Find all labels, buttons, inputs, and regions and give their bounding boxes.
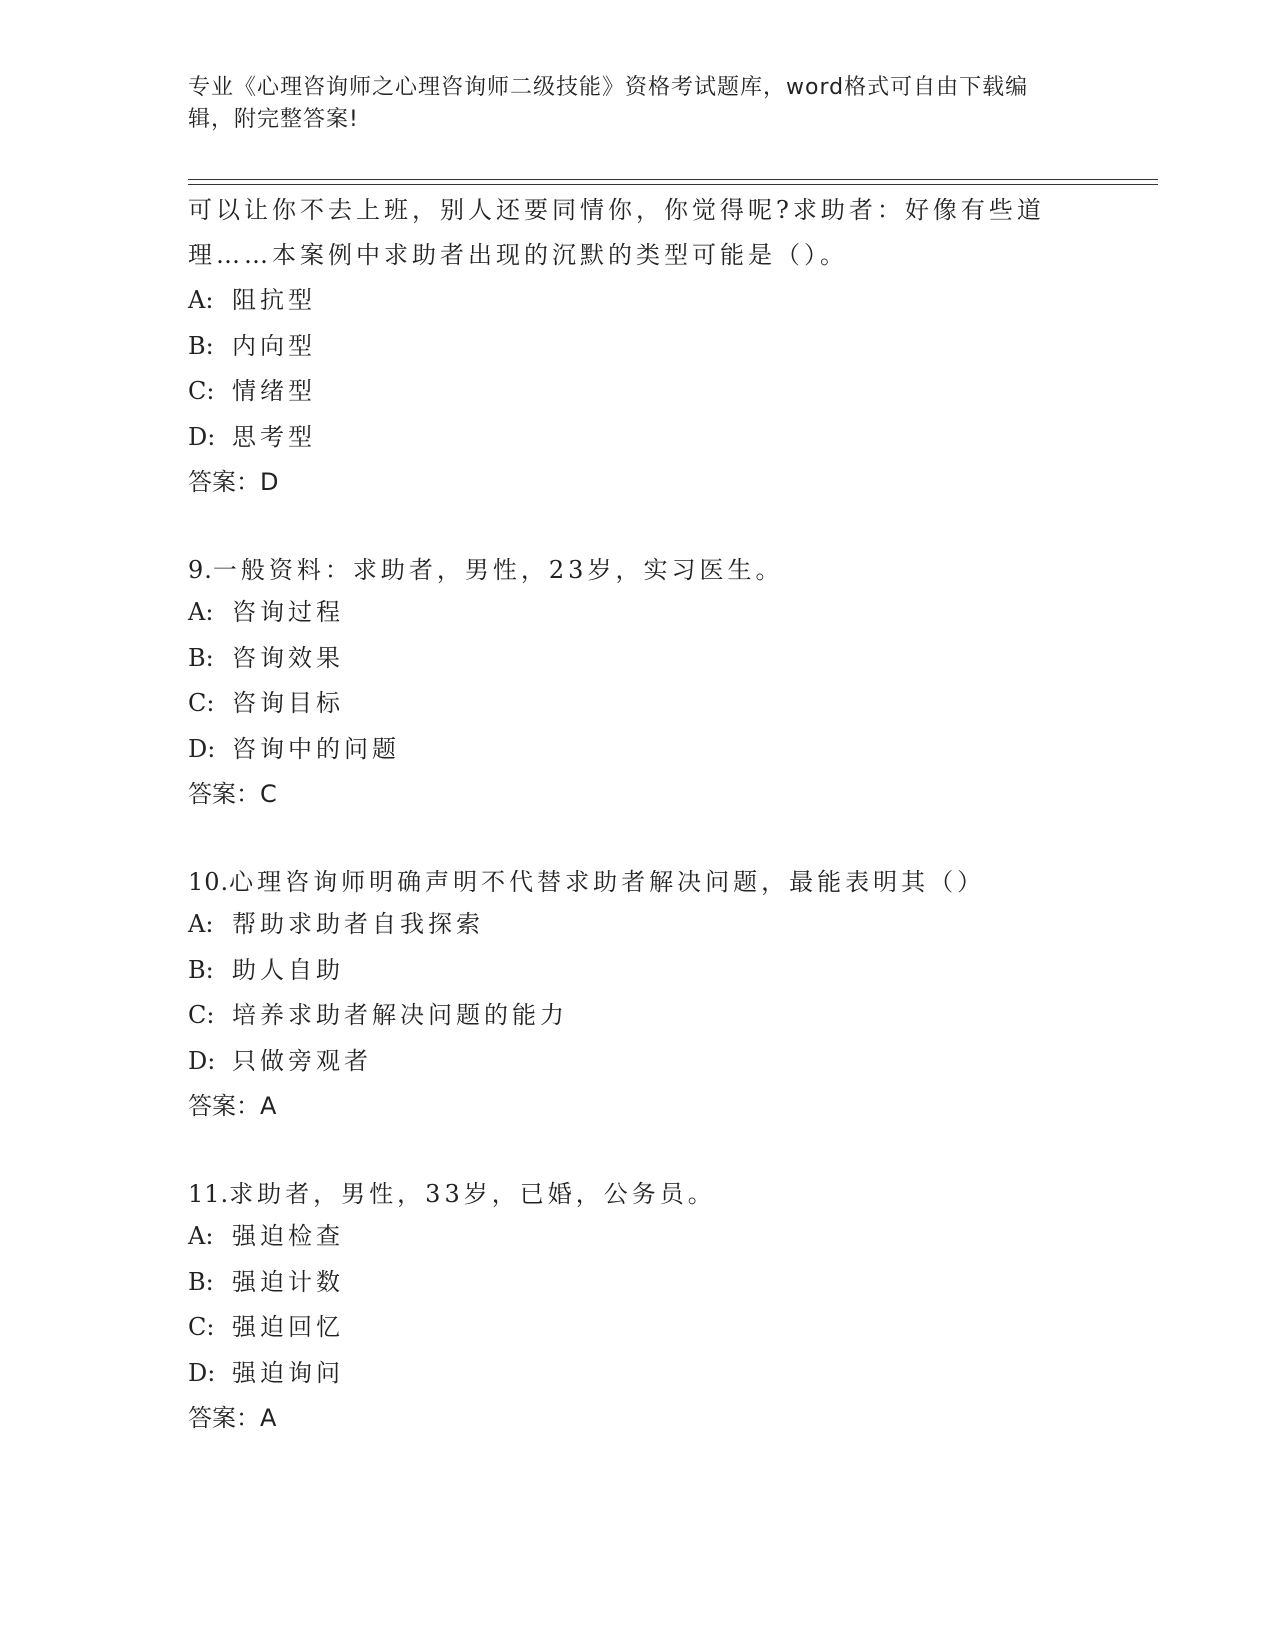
question-number: 11. [188, 1180, 230, 1208]
option-letter: A: [188, 910, 214, 938]
question-text: 可以让你不去上班，别人还要同情你，你觉得呢?求助者：好像有些道理……本案例中求助者出现的沉默的类型可能是（）。 [188, 196, 1045, 269]
header-rule-bottom [188, 184, 1158, 185]
option-a [188, 278, 1108, 324]
option-c [188, 681, 1108, 727]
option-d [188, 1351, 1108, 1397]
option-letter: D: [188, 734, 216, 763]
option-letter: A: [188, 598, 214, 626]
question-item [188, 188, 1108, 505]
question-stem [188, 862, 1088, 902]
option-letter: C: [188, 689, 215, 717]
question-item [188, 550, 1108, 817]
question-stem [188, 188, 1088, 278]
question-number: 10. [188, 868, 230, 896]
option-text: 强迫计数 [232, 1267, 344, 1296]
option-a [188, 1214, 1108, 1260]
option-letter: B: [188, 331, 214, 360]
question-number: 9. [188, 556, 213, 584]
question-text: 心理咨询师明确声明不代替求助者解决问题，最能表明其（） [229, 868, 986, 896]
option-text: 思考型 [232, 422, 316, 451]
question-text: 一般资料：求助者，男性，23岁，实习医生。 [212, 556, 784, 584]
option-text: 帮助求助者自我探索 [232, 910, 484, 938]
option-text: 咨询效果 [232, 643, 344, 672]
option-letter: A: [188, 1222, 214, 1250]
question-item [188, 1174, 1108, 1441]
option-letter: D: [188, 1046, 216, 1075]
option-letter: B: [188, 955, 214, 984]
header-rule-top [188, 179, 1158, 180]
option-c [188, 369, 1108, 415]
option-text: 内向型 [232, 331, 316, 360]
option-letter: D: [188, 1358, 216, 1387]
option-text: 阻抗型 [232, 286, 316, 314]
option-text: 情绪型 [232, 377, 316, 405]
answer-line: 答案：C [188, 780, 277, 808]
option-letter: A: [188, 286, 214, 314]
document-header [188, 72, 1108, 136]
option-text: 培养求助者解决问题的能力 [232, 1001, 568, 1029]
option-d [188, 727, 1108, 773]
question-list [188, 188, 1108, 1486]
answer-line: 答案：A [188, 1092, 277, 1120]
option-text: 咨询中的问题 [232, 734, 400, 763]
option-d [188, 1039, 1108, 1085]
question-stem [188, 1174, 1088, 1214]
option-a [188, 902, 1108, 948]
option-text: 强迫检查 [232, 1222, 344, 1250]
header-text: 专业《心理咨询师之心理咨询师二级技能》资格考试题库，word格式可自由下载编辑，附完整答案! [188, 75, 1029, 132]
question-item [188, 862, 1108, 1129]
option-text: 咨询目标 [232, 689, 344, 717]
option-text: 只做旁观者 [232, 1046, 372, 1075]
option-b [188, 948, 1108, 994]
option-letter: C: [188, 377, 215, 405]
question-stem [188, 550, 1088, 590]
option-text: 强迫询问 [232, 1358, 344, 1387]
option-text: 强迫回忆 [232, 1313, 344, 1341]
option-letter: C: [188, 1001, 215, 1029]
option-text: 助人自助 [232, 955, 344, 984]
option-text: 咨询过程 [232, 598, 344, 626]
option-letter: B: [188, 643, 214, 672]
option-letter: D: [188, 422, 216, 451]
option-b [188, 1260, 1108, 1306]
option-c [188, 993, 1108, 1039]
option-letter: B: [188, 1267, 214, 1296]
answer-line: 答案：D [188, 468, 279, 496]
option-letter: C: [188, 1313, 215, 1341]
option-b [188, 324, 1108, 370]
question-text: 求助者，男性，33岁，已婚，公务员。 [229, 1180, 716, 1208]
option-c [188, 1305, 1108, 1351]
answer-line: 答案：A [188, 1404, 277, 1432]
option-b [188, 636, 1108, 682]
option-d [188, 415, 1108, 461]
option-a [188, 590, 1108, 636]
